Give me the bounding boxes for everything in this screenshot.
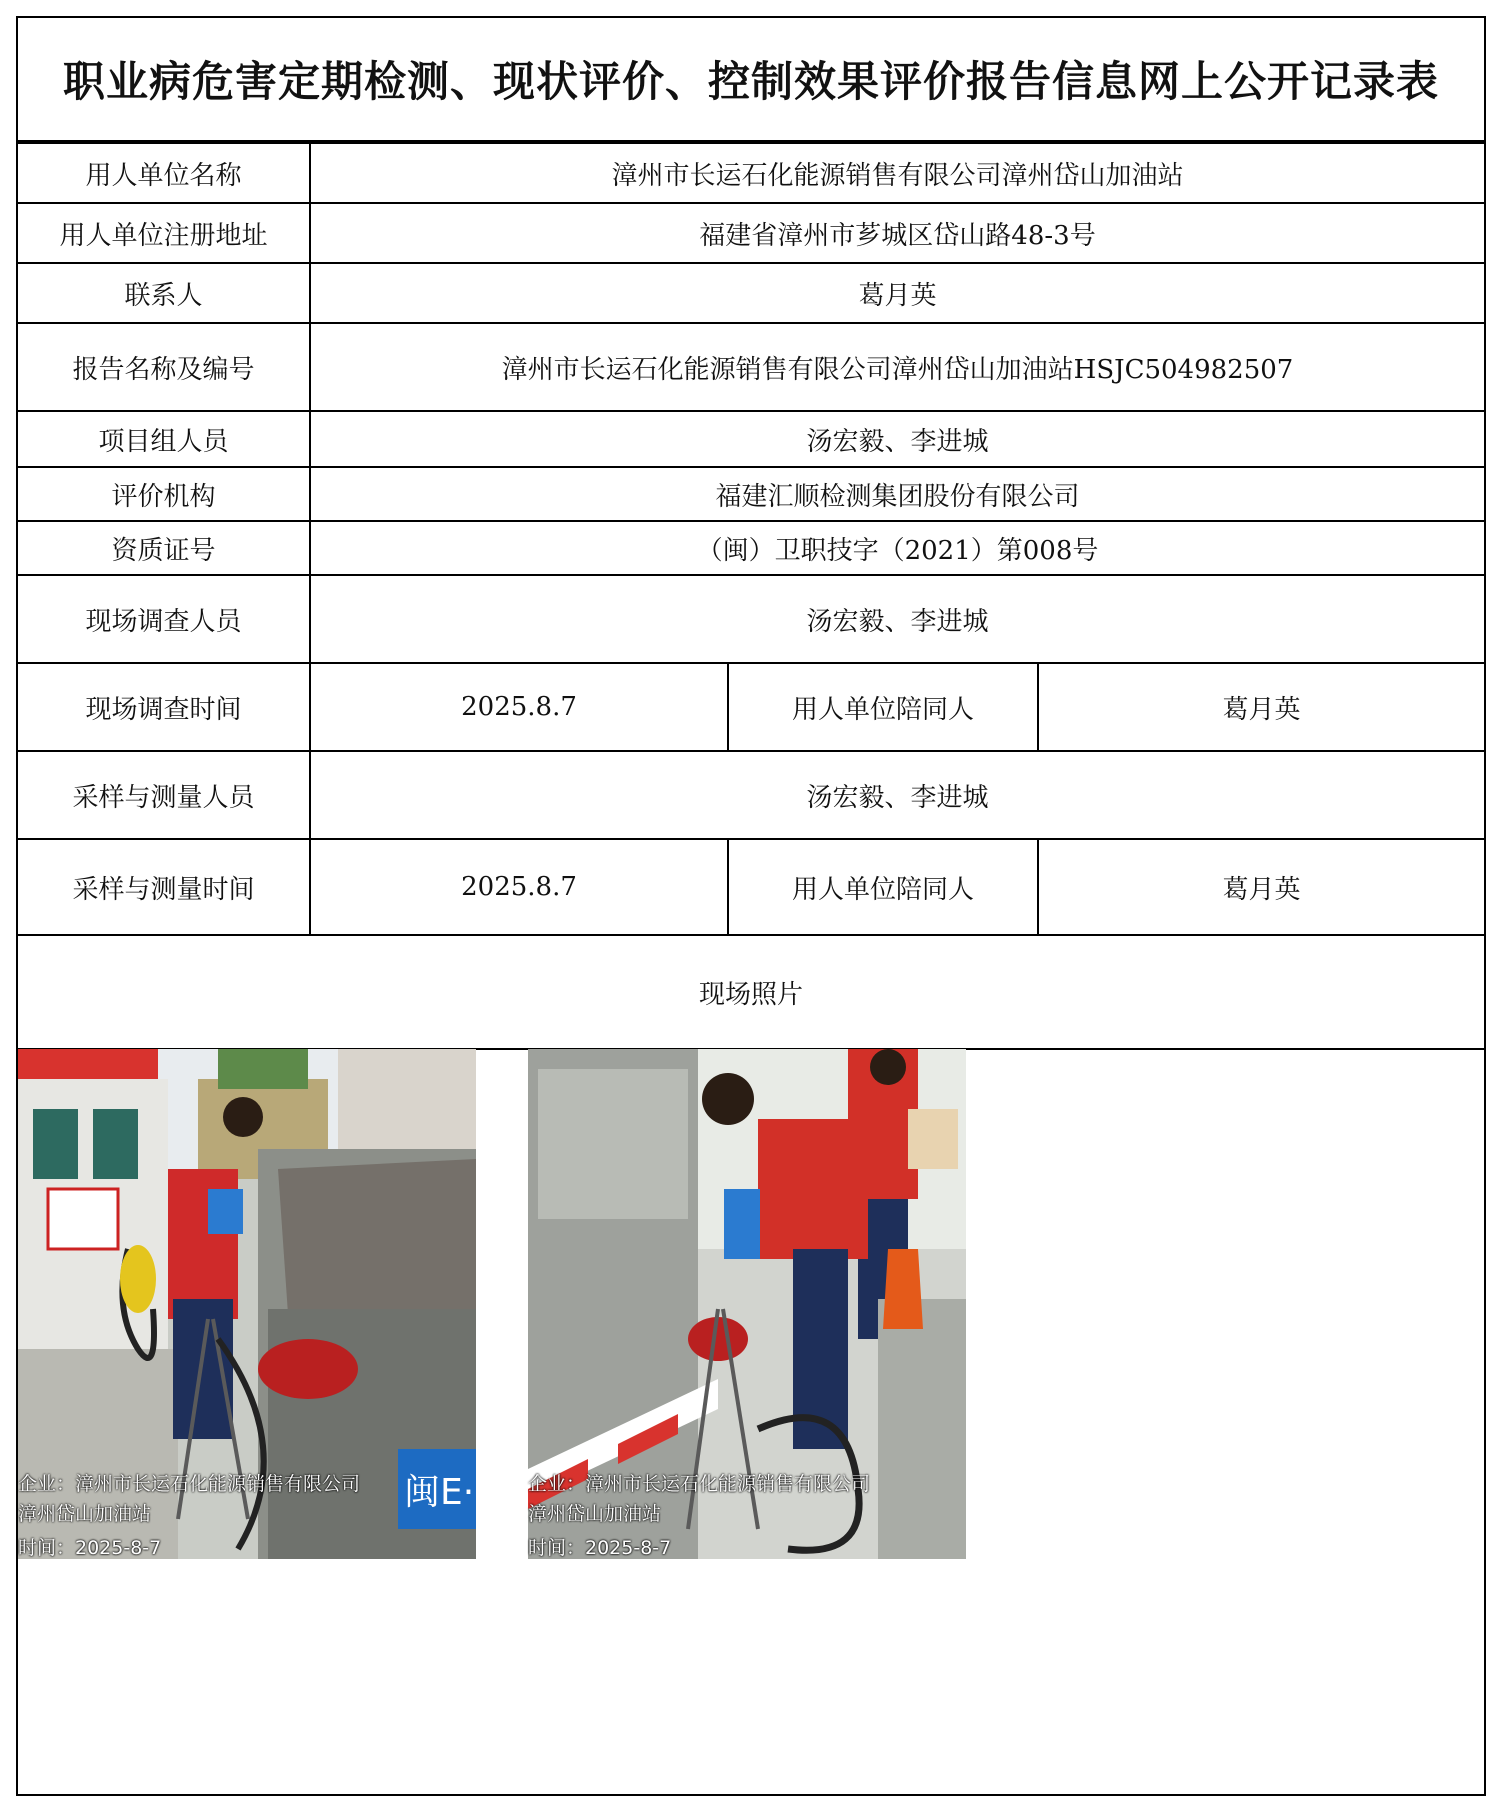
value-survey-staff: 汤宏毅、李进城 — [310, 575, 1484, 663]
watermark-station-2: 漳州岱山加油站 — [528, 1503, 662, 1525]
watermark-time-1: 时间：2025-8-7 — [18, 1537, 162, 1559]
label-employer-address: 用人单位注册地址 — [18, 203, 310, 263]
label-license: 资质证号 — [18, 521, 310, 575]
row-photos-heading — [18, 935, 1484, 1049]
info-table — [18, 142, 1484, 1050]
row-agency — [18, 467, 1484, 521]
row-license — [18, 521, 1484, 575]
row-employer-name — [18, 143, 1484, 203]
watermark-time-2: 时间：2025-8-7 — [528, 1537, 672, 1559]
watermark-station-1: 漳州岱山加油站 — [18, 1503, 152, 1525]
photo-area — [18, 1049, 1484, 1796]
photos-heading: 现场照片 — [18, 935, 1484, 1049]
row-sampling-staff — [18, 751, 1484, 839]
row-sampling-time — [18, 839, 1484, 935]
value-contact: 葛月英 — [310, 263, 1484, 323]
label-team: 项目组人员 — [18, 411, 310, 467]
record-form — [16, 16, 1486, 1796]
value-license: （闽）卫职技字（2021）第008号 — [310, 521, 1484, 575]
form-title: 职业病危害定期检测、现状评价、控制效果评价报告信息网上公开记录表 — [18, 18, 1484, 142]
value-sampling-time: 2025.8.7 — [310, 839, 728, 935]
value-sampling-companion: 葛月英 — [1038, 839, 1484, 935]
label-sampling-staff: 采样与测量人员 — [18, 751, 310, 839]
watermark-company-2: 企业：漳州市长运石化能源销售有限公司 — [528, 1473, 871, 1495]
label-contact: 联系人 — [18, 263, 310, 323]
value-agency: 福建汇顺检测集团股份有限公司 — [310, 467, 1484, 521]
row-employer-address — [18, 203, 1484, 263]
label-survey-staff: 现场调查人员 — [18, 575, 310, 663]
label-agency: 评价机构 — [18, 467, 310, 521]
row-survey-staff — [18, 575, 1484, 663]
value-employer-address: 福建省漳州市芗城区岱山路48-3号 — [310, 203, 1484, 263]
value-survey-companion: 葛月英 — [1038, 663, 1484, 751]
value-team: 汤宏毅、李进城 — [310, 411, 1484, 467]
row-report — [18, 323, 1484, 411]
label-sampling-time: 采样与测量时间 — [18, 839, 310, 935]
label-employer-name: 用人单位名称 — [18, 143, 310, 203]
site-photo-1 — [18, 1049, 520, 1559]
label-sampling-companion: 用人单位陪同人 — [728, 839, 1038, 935]
row-team — [18, 411, 1484, 467]
label-survey-time: 现场调查时间 — [18, 663, 310, 751]
license-plate-text: 闽E·80 — [404, 1472, 520, 1513]
watermark-company-1: 企业：漳州市长运石化能源销售有限公司 — [18, 1473, 361, 1495]
value-employer-name: 漳州市长运石化能源销售有限公司漳州岱山加油站 — [310, 143, 1484, 203]
site-photo-2 — [528, 1049, 966, 1559]
value-survey-time: 2025.8.7 — [310, 663, 728, 751]
row-contact — [18, 263, 1484, 323]
value-report: 漳州市长运石化能源销售有限公司漳州岱山加油站HSJC504982507 — [310, 323, 1484, 411]
value-sampling-staff: 汤宏毅、李进城 — [310, 751, 1484, 839]
label-report: 报告名称及编号 — [18, 323, 310, 411]
row-survey-time — [18, 663, 1484, 751]
label-survey-companion: 用人单位陪同人 — [728, 663, 1038, 751]
